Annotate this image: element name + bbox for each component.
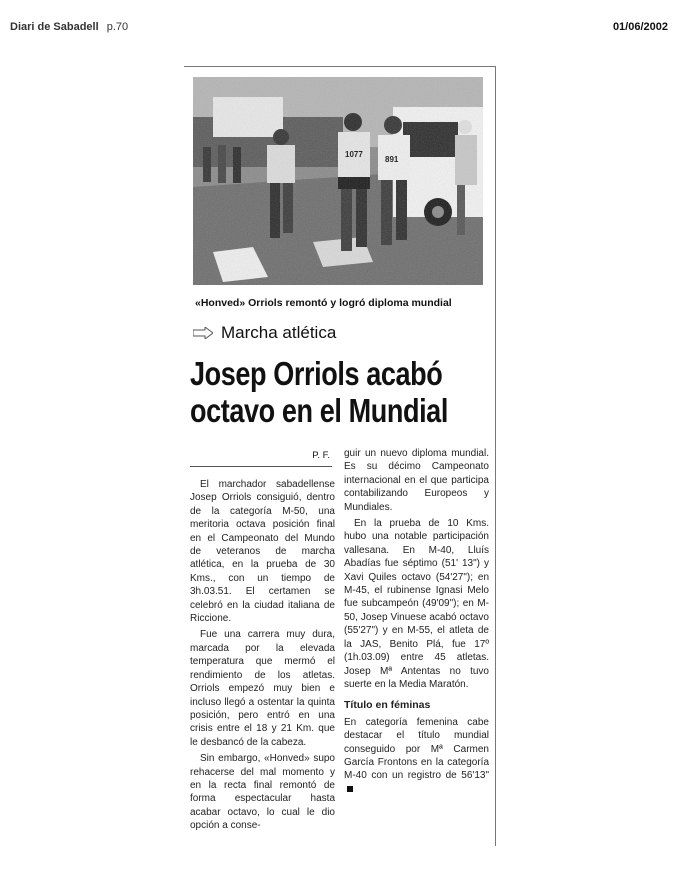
byline-rule — [190, 466, 332, 467]
paragraph: guir un nuevo diploma mundial. Es su décimo Campeonato internacional en el que participa contabilizando Europeos y Mundiales. — [344, 448, 489, 513]
paragraph: En la prueba de 10 Kms. hubo una notable participación vallesana. En M-40, Lluís Abadías fue séptimo (51' 13") y Xavi Quiles octavo (54'27"); en M-45, el rubinense Ignasi Melo fue subcampeón (49'09"); en M-50, Josep Vinuese acabó octavo (55'27") y en M-55, el atleta de la JAS, Benito Plá, fue 17º (1h.03.09) entre 45 atletas. Josep Mª Antentas no tuvo suerte en la Media Maratón. — [344, 518, 489, 690]
end-mark-icon — [347, 786, 353, 792]
subheading: Título en féminas — [344, 699, 431, 712]
paragraph: Sin embargo, «Honved» supo rehacerse del mal momento y en la recta final remontó de forma espectacular hasta acabar octavo, lo cual le dio opción a conse- — [190, 753, 335, 832]
article-column-1 — [190, 478, 335, 836]
publication-date: 01/06/2002 — [612, 21, 668, 33]
paragraph-final — [344, 716, 489, 796]
headline — [190, 355, 448, 429]
clipping-border-right — [495, 66, 496, 846]
headline-line-2: octavo en el Mundial — [190, 392, 448, 429]
publication-header — [10, 21, 128, 33]
paragraph: Fue una carrera muy dura, marcada por la elevada temperatura que mermó el rendimiento de los atletas. Orriols empezó muy bien e incluso llegó a ostentar la quinta posición, pero entró en una crisis entre el 18 y 21 Km. que le desbancó de la cabeza. — [190, 629, 335, 748]
paragraph-final-text: En categoría femenina cabe destacar el título mundial conseguido por Mª Carmen García Frontons en la categoría M-40 con un registro de 56'13" — [344, 716, 489, 782]
headline-line-1: Josep Orriols acabó — [190, 355, 443, 392]
page-number: p.70 — [106, 21, 129, 33]
paragraph: El marchador sabadellense Josep Orriols consiguió, dentro de la categoría M-50, una meritoria octava posición final en el Campeonato del Mundo de veteranos de marcha atlética, en la prueba de 30 Kms., con un tiempo de 3h.03.51. El certamen se celebró en la ciudad italiana de Riccione. — [190, 479, 335, 625]
race-walkers-photo — [193, 77, 483, 285]
bib-number-1: 1077 — [345, 150, 363, 159]
section-title: Marcha atlética — [221, 323, 337, 342]
clipping-border-top — [184, 66, 496, 67]
section-label — [193, 323, 336, 343]
photo-caption: «Honved» Orriols remontó y logró diploma mundial — [195, 297, 452, 309]
byline: P. F. — [312, 450, 330, 461]
arrow-icon — [193, 327, 213, 339]
article-column-2 — [344, 447, 489, 799]
publication-name: Diari de Sabadell — [10, 21, 99, 33]
bib-number-2: 891 — [385, 155, 399, 164]
